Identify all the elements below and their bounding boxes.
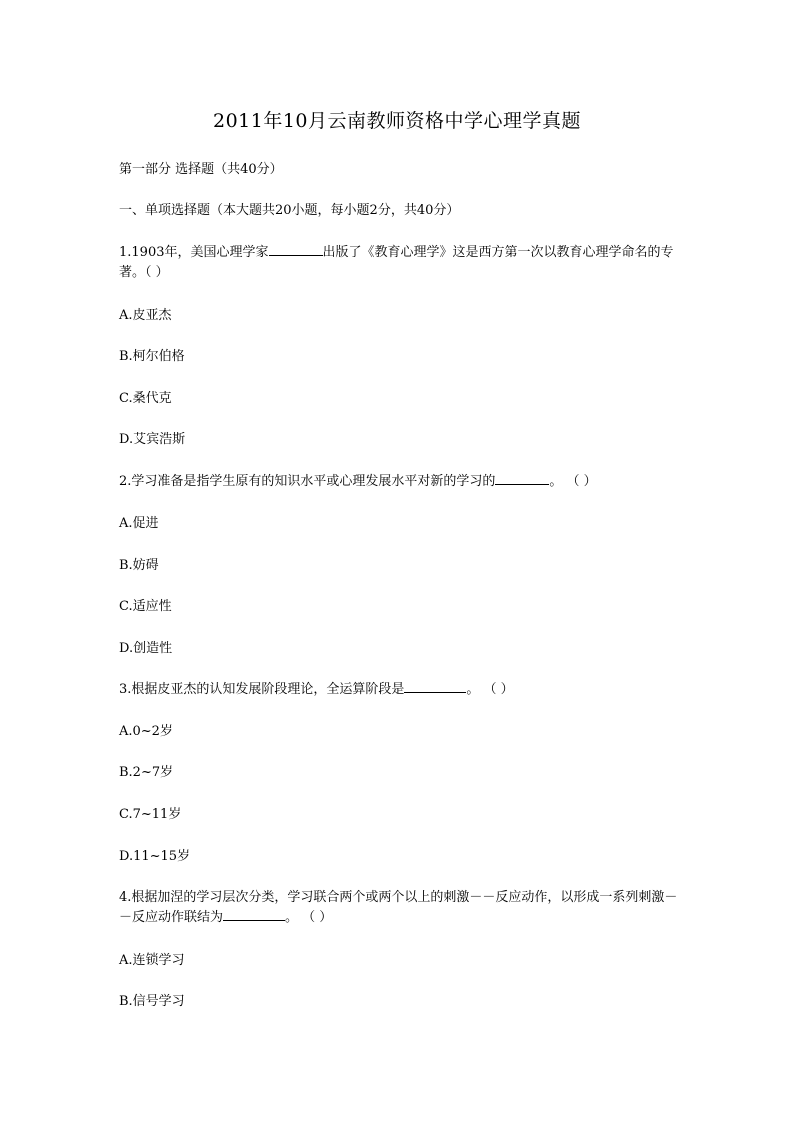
question-3-stem-before: 3.根据皮亚杰的认知发展阶段理论，全运算阶段是	[119, 682, 405, 697]
question-1-stem-after: 出版了《教育心理学》这是西方第一次以教育心理学命名的专著。（ ）	[119, 245, 674, 280]
question-2-option-a: A.促进	[119, 516, 159, 531]
question-3-option-b: B.2~7岁	[119, 765, 174, 780]
answer-blank	[495, 472, 549, 485]
question-4-stem-before: 4.根据加涅的学习层次分类，学习联合两个或两个以上的刺激－－反应动作，以形成一系列刺激－－反应动作联结为	[119, 890, 678, 925]
question-2-option-c: C.适应性	[119, 599, 172, 614]
question-1-stem-before: 1.1903年，美国心理学家	[119, 245, 269, 260]
answer-blank	[404, 680, 466, 693]
question-3-stem	[119, 680, 514, 700]
question-1-option-d: D.艾宾浩斯	[119, 432, 186, 447]
document-title: 2011年10月云南教师资格中学心理学真题	[212, 110, 582, 132]
question-1-option-c: C.桑代克	[119, 391, 172, 406]
question-3-option-d: D.11~15岁	[119, 849, 191, 864]
question-2-option-b: B.妨碍	[119, 558, 159, 573]
question-4-option-a: A.连锁学习	[119, 953, 185, 968]
question-2-stem-before: 2.学习准备是指学生原有的知识水平或心理发展水平对新的学习的	[119, 474, 496, 489]
question-4-stem-after: 。 （ ）	[285, 910, 333, 925]
question-1-stem	[119, 243, 679, 283]
part-heading: 第一部分 选择题（共40分）	[119, 162, 283, 177]
question-2-stem	[119, 472, 597, 492]
question-1-option-a: A.皮亚杰	[119, 308, 172, 323]
question-3-option-c: C.7~11岁	[119, 807, 182, 822]
question-4-option-b: B.信号学习	[119, 994, 185, 1009]
section-heading: 一、单项选择题（本大题共20小题，每小题2分，共40分）	[119, 203, 460, 218]
question-2-stem-after: 。 （ ）	[549, 474, 597, 489]
question-2-option-d: D.创造性	[119, 641, 173, 656]
question-3-stem-after: 。 （ ）	[466, 682, 514, 697]
question-1-option-b: B.柯尔伯格	[119, 349, 185, 364]
question-3-option-a: A.0~2岁	[119, 724, 173, 739]
answer-blank	[269, 243, 323, 256]
answer-blank	[223, 908, 285, 921]
question-4-stem	[119, 888, 679, 928]
